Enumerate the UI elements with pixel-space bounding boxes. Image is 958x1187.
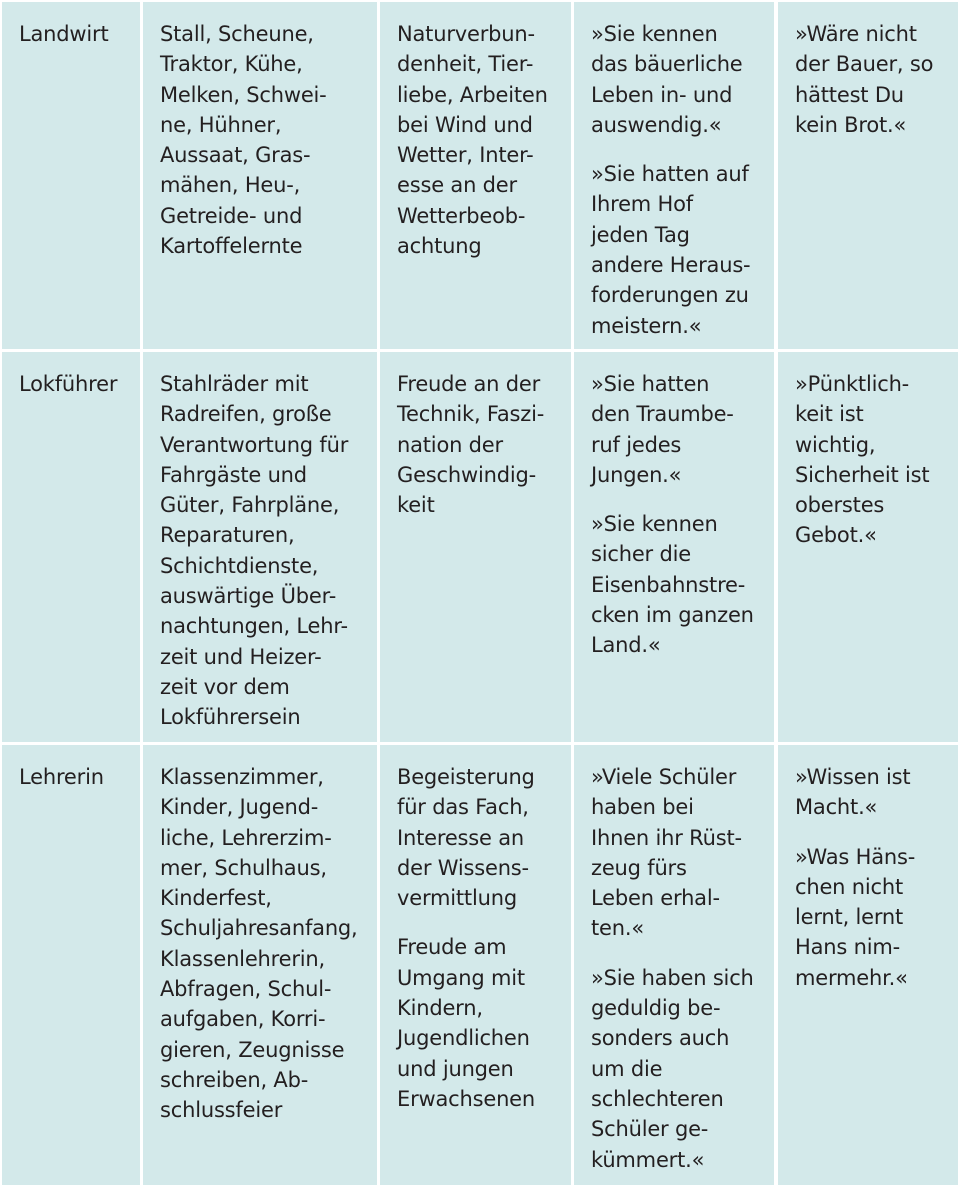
text-line: nachtungen, Lehr- xyxy=(160,614,348,639)
text-line: mer, Schulhaus, xyxy=(160,855,327,880)
text-line: für das Fach, xyxy=(397,795,529,820)
text-line: Interesse an xyxy=(397,825,525,850)
text-line: geduldig be- xyxy=(591,996,721,1021)
text-line: um die xyxy=(591,1056,663,1081)
text-line: Kinderfest, xyxy=(160,886,272,911)
text-line: Stahlräder mit xyxy=(160,372,309,396)
text-line: »Viele Schüler xyxy=(591,765,737,789)
text-line: »Sie hatten xyxy=(591,372,710,396)
text-line: mähen, Heu-, xyxy=(160,173,301,198)
text-line: Geschwindig- xyxy=(397,462,536,487)
text-line: »Sie hatten auf xyxy=(591,162,749,187)
text-line: zeug fürs xyxy=(591,855,687,880)
text-line: meistern.« xyxy=(591,313,702,338)
cell-paragraph xyxy=(397,19,557,261)
text-line: Naturverbun- xyxy=(397,22,535,46)
text-line: Schichtdienste, xyxy=(160,553,319,578)
text-line: Hans nim- xyxy=(795,935,900,960)
cell-paragraph xyxy=(160,19,363,261)
table-cell-description xyxy=(143,2,377,349)
text-line: Sicherheit ist xyxy=(795,462,930,487)
text-line: der Wissens- xyxy=(397,855,529,880)
text-line: vermittlung xyxy=(397,886,517,911)
text-line: Lokführersein xyxy=(160,705,301,730)
text-line: wichtig, xyxy=(795,432,876,457)
text-line: Begeisterung xyxy=(397,765,535,789)
text-line: forderungen zu xyxy=(591,283,749,308)
cell-paragraph xyxy=(591,19,760,140)
text-line: jeden Tag xyxy=(591,222,690,247)
cell-paragraph xyxy=(397,932,557,1114)
text-line: zeit vor dem xyxy=(160,674,290,699)
job-title: Landwirt xyxy=(19,22,109,46)
text-line: liche, Lehrerzim- xyxy=(160,825,332,850)
cell-paragraph xyxy=(795,842,944,993)
text-line: Jugendlichen xyxy=(397,1026,530,1051)
text-line: hättest Du xyxy=(795,82,904,107)
text-line: auswendig.« xyxy=(591,112,722,137)
text-line: »Was Häns- xyxy=(795,844,916,869)
text-line: Wetter, Inter- xyxy=(397,143,534,168)
text-line: Ihrem Hof xyxy=(591,192,693,217)
text-line: Melken, Schwei- xyxy=(160,82,327,107)
text-line: Abfragen, Schul- xyxy=(160,977,332,1002)
table-cell-job xyxy=(2,745,140,1185)
text-line: Fahrgäste und xyxy=(160,462,307,487)
table-cell-job xyxy=(2,2,140,349)
job-title: Lokführer xyxy=(19,372,118,396)
job-title: Lehrerin xyxy=(19,765,104,789)
text-line: Verantwortung für xyxy=(160,432,349,457)
text-line: Klassenlehrerin, xyxy=(160,946,325,971)
text-line: Wetterbeob- xyxy=(397,203,526,228)
text-line: Eisenbahnstre- xyxy=(591,572,746,597)
cell-paragraph xyxy=(160,762,363,1126)
text-line: andere Heraus- xyxy=(591,253,751,278)
text-line: ruf jedes xyxy=(591,432,682,457)
text-line: auswärtige Über- xyxy=(160,584,337,609)
text-line: ten.« xyxy=(591,916,644,941)
text-line: schlechteren xyxy=(591,1086,724,1111)
text-line: »Sie kennen xyxy=(591,22,718,46)
table-cell-compliments xyxy=(574,2,774,349)
text-line: schlussfeier xyxy=(160,1098,283,1123)
text-line: Ihnen ihr Rüst- xyxy=(591,825,742,850)
text-line: sonders auch xyxy=(591,1026,730,1051)
text-line: Jungen.« xyxy=(591,462,682,487)
table-cell-sayings xyxy=(778,352,958,742)
text-line: chen nicht xyxy=(795,874,903,899)
text-line: »Sie haben sich xyxy=(591,965,754,990)
text-line: »Sie kennen xyxy=(591,512,718,537)
cell-paragraph xyxy=(160,369,363,733)
text-line: Freude am xyxy=(397,935,507,960)
text-line: Stall, Scheune, xyxy=(160,22,314,46)
table-cell-job xyxy=(2,352,140,742)
text-line: cken im ganzen xyxy=(591,603,754,628)
table-cell-sayings xyxy=(778,745,958,1185)
table-cell-description xyxy=(143,745,377,1185)
text-line: Reparaturen, xyxy=(160,523,295,548)
text-line: der Bauer, so xyxy=(795,52,934,77)
table-cell-description xyxy=(143,352,377,742)
text-line: Schuljahresanfang, xyxy=(160,916,358,941)
text-line: Güter, Fahrpläne, xyxy=(160,493,340,518)
text-line: Leben erhal- xyxy=(591,886,720,911)
text-line: Aussaat, Gras- xyxy=(160,143,311,168)
cell-paragraph xyxy=(795,369,944,551)
text-line: aufgaben, Korri- xyxy=(160,1007,326,1032)
text-line: den Traumbe- xyxy=(591,402,734,427)
table-cell-compliments xyxy=(574,745,774,1185)
text-line: oberstes xyxy=(795,493,885,518)
table-cell-motivation xyxy=(380,745,571,1185)
text-line: Kindern, xyxy=(397,996,483,1021)
text-line: gieren, Zeugnisse xyxy=(160,1037,345,1062)
text-line: liebe, Arbeiten xyxy=(397,82,548,107)
text-line: Kartoffelernte xyxy=(160,234,303,259)
text-line: Klassenzimmer, xyxy=(160,765,324,789)
table-cell-sayings xyxy=(778,2,958,349)
text-line: kümmert.« xyxy=(591,1147,705,1172)
cell-paragraph xyxy=(591,963,760,1175)
text-line: Land.« xyxy=(591,633,661,658)
text-line: haben bei xyxy=(591,795,694,820)
text-line: Getreide- und xyxy=(160,203,303,228)
text-line: und jungen xyxy=(397,1056,514,1081)
text-line: zeit und Heizer- xyxy=(160,644,322,669)
text-line: Umgang mit xyxy=(397,965,525,990)
text-line: das bäuerliche xyxy=(591,52,743,77)
cell-paragraph xyxy=(397,369,557,520)
table-cell-compliments xyxy=(574,352,774,742)
cell-paragraph xyxy=(397,762,557,913)
text-line: keit xyxy=(397,493,435,518)
text-line: sicher die xyxy=(591,542,691,567)
text-line: schreiben, Ab- xyxy=(160,1067,309,1092)
text-line: Gebot.« xyxy=(795,523,877,548)
text-line: nation der xyxy=(397,432,503,457)
text-line: lernt, lernt xyxy=(795,905,904,930)
cell-paragraph xyxy=(591,762,760,944)
text-line: Radreifen, große xyxy=(160,402,332,427)
text-line: achtung xyxy=(397,234,482,259)
text-line: Technik, Faszi- xyxy=(397,402,545,427)
text-line: »Wissen ist xyxy=(795,765,911,789)
text-line: Kinder, Jugend- xyxy=(160,795,319,820)
text-line: Erwachsenen xyxy=(397,1086,536,1111)
table-cell-motivation xyxy=(380,352,571,742)
text-line: keit ist xyxy=(795,402,864,427)
text-line: »Wäre nicht xyxy=(795,22,917,46)
text-line: esse an der xyxy=(397,173,517,198)
text-line: Leben in- und xyxy=(591,82,733,107)
text-line: Macht.« xyxy=(795,795,878,820)
text-line: »Pünktlich- xyxy=(795,372,910,396)
cell-paragraph xyxy=(591,509,760,660)
cell-paragraph xyxy=(795,19,944,140)
text-line: mermehr.« xyxy=(795,965,908,990)
text-line: ne, Hühner, xyxy=(160,112,282,137)
text-line: kein Brot.« xyxy=(795,112,907,137)
text-line: bei Wind und xyxy=(397,112,533,137)
text-line: denheit, Tier- xyxy=(397,52,534,77)
text-line: Schüler ge- xyxy=(591,1117,709,1142)
cell-paragraph xyxy=(795,762,944,823)
cell-paragraph xyxy=(591,369,760,490)
text-line: Freude an der xyxy=(397,372,541,396)
table-cell-motivation xyxy=(380,2,571,349)
text-line: Traktor, Kühe, xyxy=(160,52,303,77)
cell-paragraph xyxy=(591,159,760,341)
